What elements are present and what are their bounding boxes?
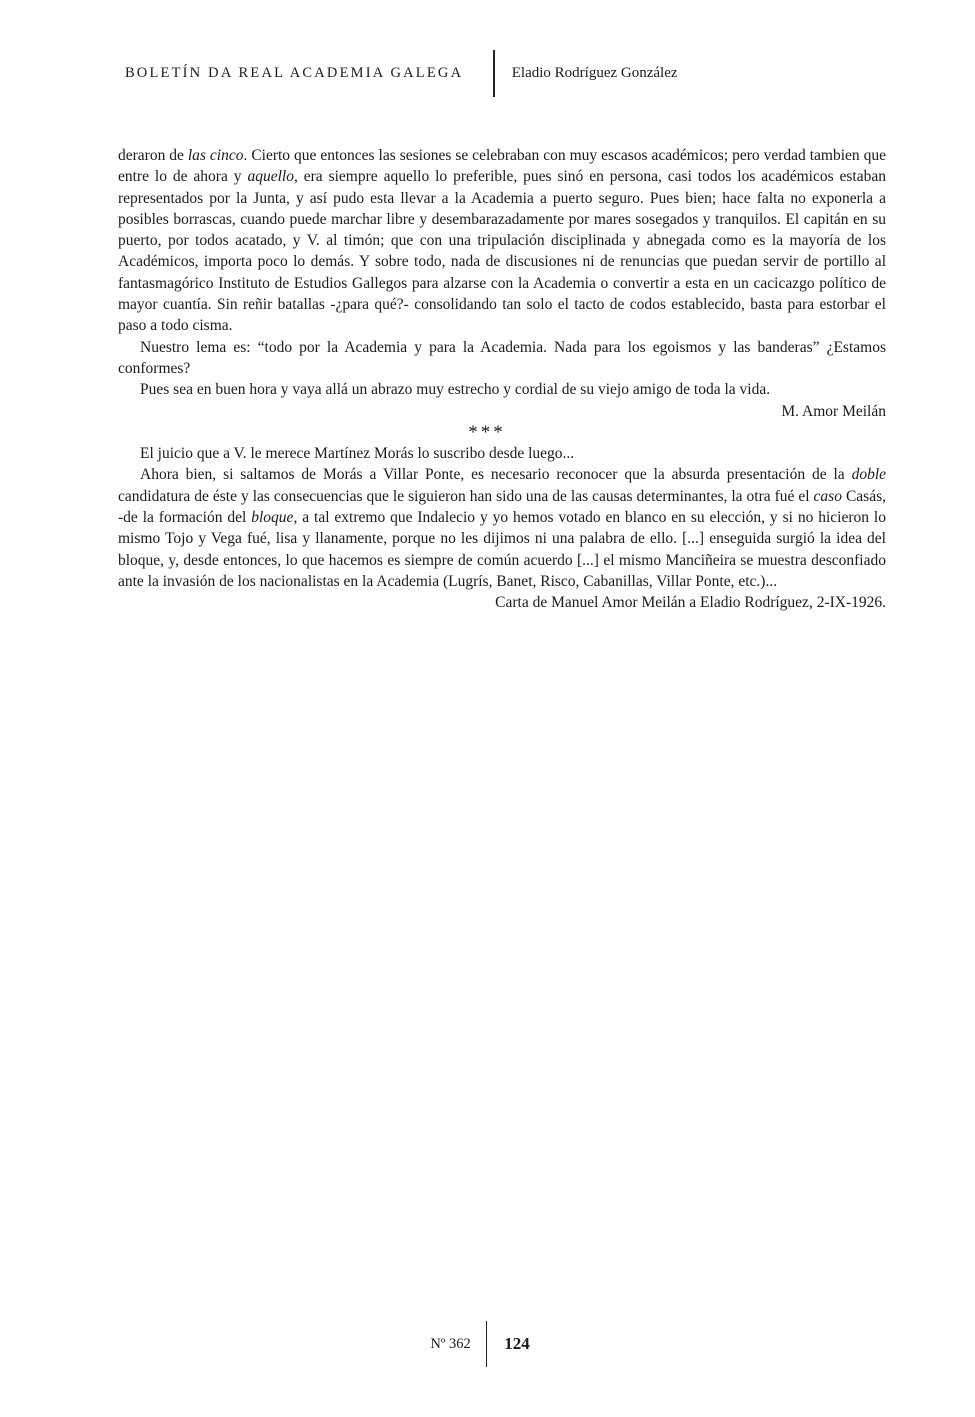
paragraph: Nuestro lema es: “todo por la Academia y para la Academia. Nada para los egoismos y las banderas” ¿Estamos conformes? [118, 338, 886, 377]
page-number: 124 [504, 1334, 530, 1353]
letter-text [118, 145, 886, 614]
source-caption: Carta de Manuel Amor Meilán a Eladio Rodríguez, 2-IX-1926. [495, 594, 886, 612]
signature: M. Amor Meilán [781, 402, 886, 420]
journal-title: BOLETÍN DA REAL ACADEMIA GALEGA [124, 65, 464, 81]
article-author: Eladio Rodríguez González [511, 65, 678, 81]
issue-number: Nº 362 [430, 1335, 471, 1352]
paragraph: Ahora bien, si saltamos de Morás a Villar Ponte, es necesario reconocer que la absurda presentación de la doble candidatura de éste y las consecuencias que le siguieron han sido una de las causas determinantes, la otra fué el caso Casás, -de la formación del bloque, a tal extremo que Indalecio y yo hemos votado en blanco en su elección, y si no hicieron lo mismo Tojo y Vega fué, lisa y llanamente, porque no les dijimos ni una palabra de ello. [...] enseguida surgió la idea del bloque, y, desde entonces, lo que hacemos es siempre de común acuerdo [...] el mismo Manciñeira se muestra desconfiado ante la invasión de los nacionalistas en la Academia (Lugrís, Banet, Risco, Cabanillas, Villar Ponte, etc.)... [118, 466, 886, 590]
paragraph: Pues sea en buen hora y vaya allá un abrazo muy estrecho y cordial de su viejo amigo de toda la vida. [140, 381, 771, 399]
page-footer [0, 1321, 975, 1367]
paragraph: deraron de las cinco. Cierto que entonces las sesiones se celebraban con muy escasos académicos; pero verdad tambien que entre lo de ahora y aquello, era siempre aquello lo preferible, pues sinó en persona, casi todos los académicos estaban representados por la Junta, y así pudo esta llevar a la Academia a puerto seguro. Pues bien; hace falta no exponerla a posibles borrascas, cuando puede marchar libre y desembarazadamente por mares sosegados y tranquilos. El capitán en su puerto, por todos acatado, y V. al timón; que con una tripulación disciplinada y abnegada como es la mayoría de los Académicos, importa poco lo demás. Y sobre todo, nada de discusiones ni de renuncias que puedan servir de portillo al fantasmagórico Instituto de Estudios Gallegos para alzarse con la Academia o convertir a esta en un cacicazgo político de mayor cuantía. Sin reñir batallas -¿para qué?- consolidando tan solo el tacto de codos establecido, basta para estorbar el paso a todo cisma. [118, 147, 887, 335]
page-header [0, 50, 975, 97]
section-separator: *** [468, 421, 506, 443]
paragraph: El juicio que a V. le merece Martínez Morás lo suscribo desde luego... [140, 445, 575, 463]
